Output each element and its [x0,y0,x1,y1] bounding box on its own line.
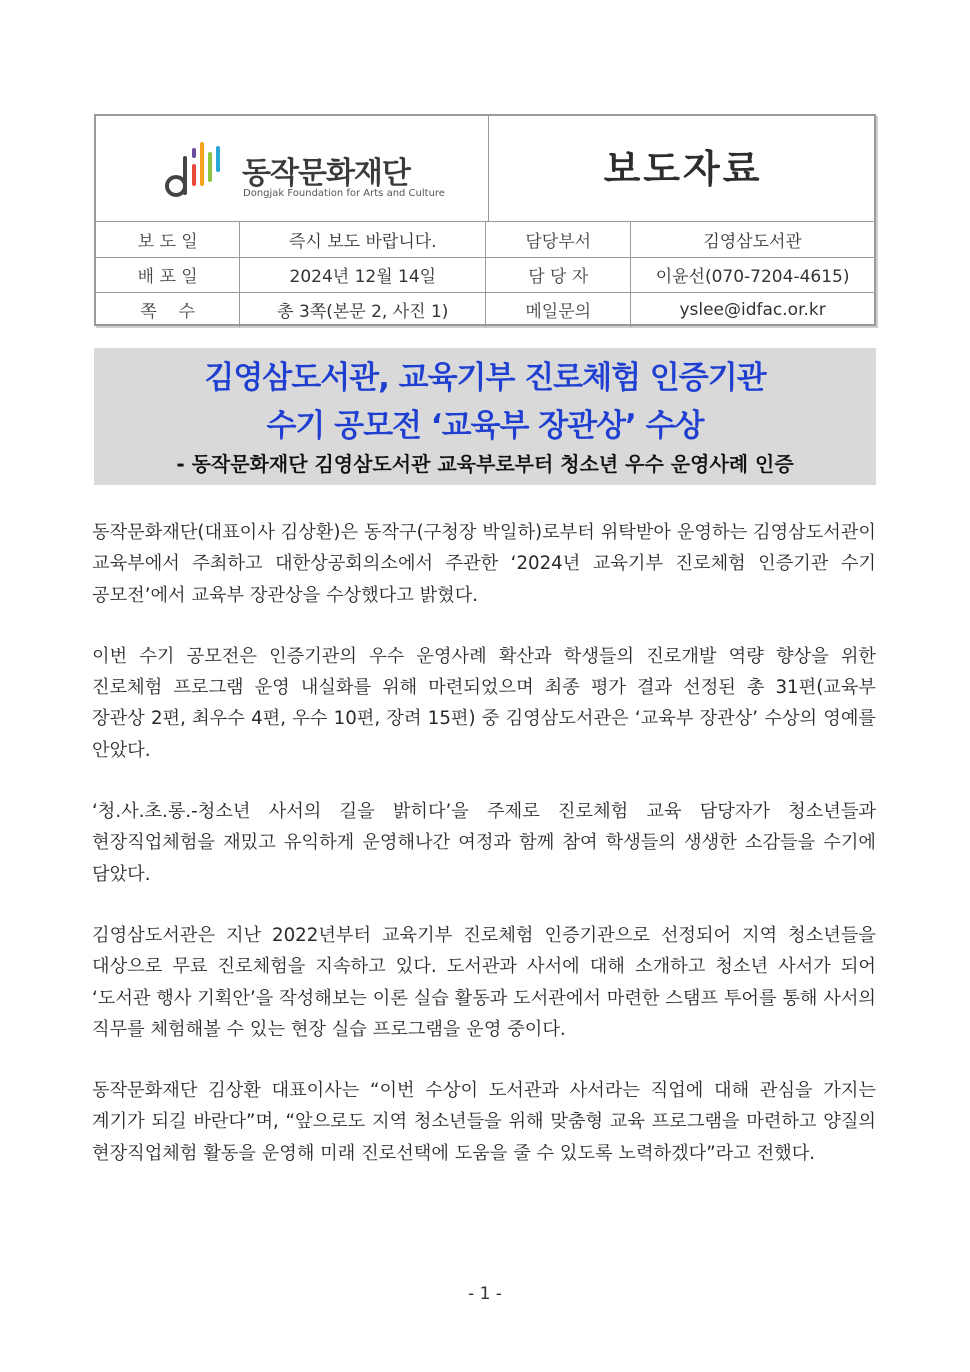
header-top-row [96,116,874,222]
subheadline: - 동작문화재단 김영삼도서관 교육부로부터 청소년 우수 운영사례 인증 [176,452,794,476]
press-release-header [94,114,876,326]
headline-box [94,348,876,485]
body-paragraph: 동작문화재단 김상환 대표이사는 “이번 수상이 도서관과 사서라는 직업에 대해 관심을 가지는 계기가 되길 바란다”며, “앞으로도 지역 청소년들을 위해 맞춤형 교육 프로그램을 마련하고 양질의 현장직업체험 활동을 운영해 미래 진로선택에 도움을 줄 수 있도록 노력하겠다”라고 전했다. [92,1080,876,1164]
body-paragraph: 김영삼도서관은 지난 2022년부터 교육기부 진로체험 인증기관으로 선정되어 지역 청소년들을 대상으로 무료 진로체험을 지속하고 있다. 도서관과 사서에 대해 소개하고 청소년 사서가 되어 ‘도서관 행사 기획안’을 작성해보는 이론 실습 활동과 도서관에서 마련한 스탬프 투어를 통해 사서의 직무를 체험해볼 수 있는 현장 실습 프로그램을 운영 중이다. [92,924,876,1040]
foundation-name: 동작문화재단 [242,156,410,191]
body-paragraph: 이번 수기 공모전은 인증기관의 우수 운영사례 확산과 학생들의 진로개발 역량 향상을 위한 진로체험 프로그램 운영 내실화를 위해 마련되었으며 최종 평가 결과 선정된 총 31편(교육부 장관상 2편, 최우수 4편, 우수 10편, 장려 15편) 중 김영삼도서관은 ‘교육부 장관상’ 수상의 영예를 안았다. [92,645,876,761]
info-label: 보 도 일 [96,222,240,257]
release-info-table [96,222,874,327]
foundation-logo [164,134,445,206]
document-type-title: 보도자료 [603,147,763,191]
foundation-logo-mark-icon [164,134,228,206]
info-value: 즉시 보도 바랍니다. [240,222,486,257]
info-row-release-date [96,222,874,257]
page-number: - 1 - [468,1284,502,1304]
info-value: 총 3쪽(본문 2, 사진 1) [240,292,486,327]
info-row-pages [96,292,874,327]
article-body [92,517,876,1199]
headline-line-1: 김영삼도서관, 교육기부 진로체험 인증기관 [204,360,766,396]
info-value: 이윤선(070-7204-4615) [631,257,874,292]
info-value: 김영삼도서관 [631,222,874,257]
info-label: 메일문의 [486,292,631,327]
info-label: 담 당 자 [486,257,631,292]
info-row-distribution [96,257,874,292]
body-paragraph: 동작문화재단(대표이사 김상환)은 동작구(구청장 박일하)로부터 위탁받아 운영하는 김영삼도서관이 교육부에서 주최하고 대한상공회의소에서 주관한 ‘2024년 교육기부 진로체험 인증기관 수기 공모전’에서 교육부 장관상을 수상했다고 밝혔다. [92,522,876,606]
info-value: 2024년 12월 14일 [240,257,486,292]
contact-email[interactable]: yslee@idfac.or.kr [631,292,874,327]
info-label: 배 포 일 [96,257,240,292]
info-label: 쪽 수 [96,292,240,327]
headline-line-2: 수기 공모전 ‘교육부 장관상’ 수상 [266,408,704,444]
foundation-name-en: Dongjak Foundation for Arts and Culture [243,188,445,199]
info-label: 담당부서 [486,222,631,257]
body-paragraph: ‘청.사.초.롱.-청소년 사서의 길을 밝히다’을 주제로 진로체험 교육 담당자가 청소년들과 현장직업체험을 재밌고 유익하게 운영해나간 여정과 함께 참여 학생들의 생생한 소감들을 수기에 담았다. [92,801,876,885]
